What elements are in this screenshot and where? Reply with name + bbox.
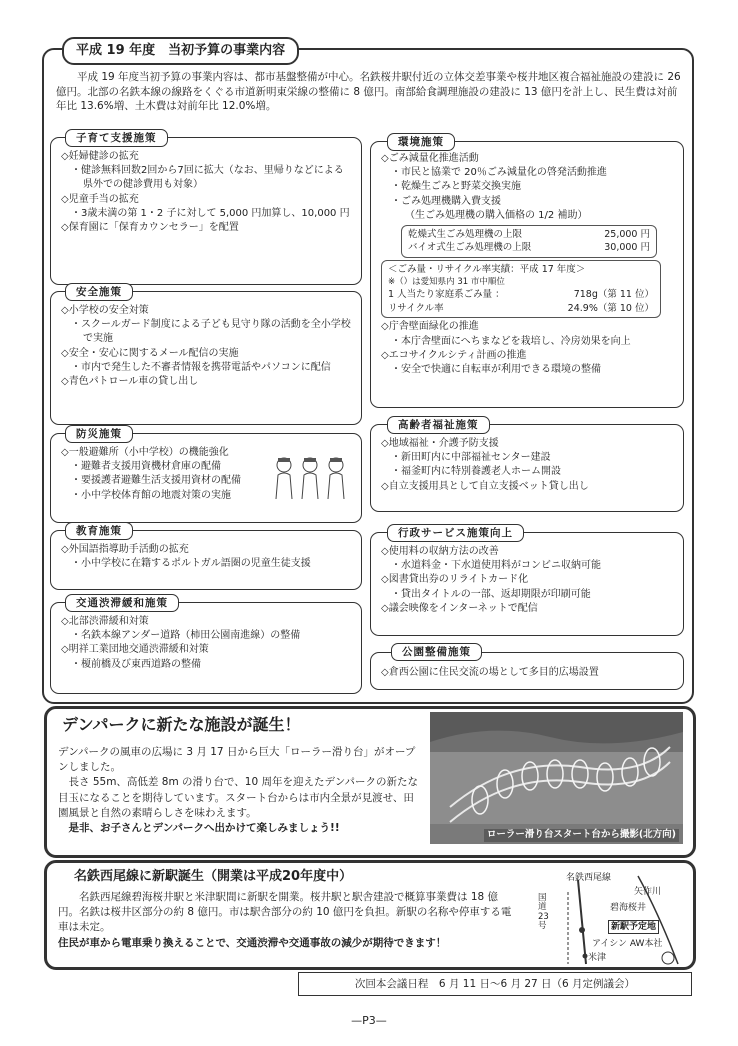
section-kouen xyxy=(370,646,684,690)
section-kosodate xyxy=(50,132,362,285)
section-kyouiku xyxy=(50,525,362,590)
policy-detail: ・小中学校に在籍するポルトガル語圏の児童生徒支援 xyxy=(71,558,311,570)
policy-item: ◇議会映像をインターネットで配信 xyxy=(381,602,538,614)
denpark-paragraph: デンパークの風車の広場に 3 月 17 日から巨大「ローラー滑り台」がオープンしました。 xyxy=(58,746,416,774)
roller-slide-image xyxy=(430,712,683,844)
section-title-kyouiku: 教育施策 xyxy=(65,522,133,540)
policy-detail: ・乾燥生ごみと野菜交換実施 xyxy=(391,181,521,193)
policy-detail: ・避難者支援用資機材倉庫の配備 xyxy=(71,461,221,473)
policy-item: ◇外国語指導助手活動の拡充 xyxy=(61,544,189,555)
denpark-paragraph: 長さ 55m、高低差 8m の滑り台で、10 周年を迎えたデンパークの新たな目玉になることを期待しています。スタート台からは市内全景が見渡せ、田園風景と自然の素晴らしさを味わえます。 xyxy=(58,776,419,819)
policy-item: ◇一般避難所（小中学校）の機能強化 xyxy=(61,447,229,458)
section-title-koureisha: 高齢者福祉施策 xyxy=(387,416,490,434)
policy-detail: ・榎前橋及び東西道路の整備 xyxy=(71,658,201,670)
photo-caption: ローラー滑り台スタート台から撮影(北方向) xyxy=(484,829,679,842)
meitetsu-body xyxy=(58,890,518,951)
section-kankyo xyxy=(370,136,684,408)
policy-detail: ・貸出タイトルの一部、返却期限が印刷可能 xyxy=(391,588,591,600)
section-koutsu xyxy=(50,597,362,694)
subsidy-box xyxy=(401,225,657,258)
policy-item: ◇児童手当の拡充 xyxy=(61,193,139,205)
subsidy-row: バイオ式生ごみ処理機の上限 30,000 円 xyxy=(408,242,650,254)
section-koureisha xyxy=(370,419,684,512)
policy-detail: ・3歳未満の第 1・2 子に対して 5,000 円加算し、10,000 円 xyxy=(71,207,350,219)
policy-item: ◇明祥工業団地交通渋滞緩和対策 xyxy=(61,644,209,656)
page-number: —P3— xyxy=(351,1014,387,1027)
policy-detail: ・小中学校体育館の地震対策の実施 xyxy=(71,489,231,501)
section-title-kouen: 公園整備施策 xyxy=(391,643,482,661)
policy-item: ◇エコサイクルシティ計画の推進 xyxy=(381,349,527,361)
policy-item: ◇妊婦健診の拡充 xyxy=(61,151,139,162)
policy-detail: ・市内で発生した不審者情報を携帯電話やパソコンに配信 xyxy=(71,361,331,373)
section-title-anzen: 安全施策 xyxy=(65,283,133,301)
denpark-body xyxy=(58,745,423,836)
budget-intro xyxy=(56,70,686,114)
section-body-kankyo xyxy=(381,152,675,377)
policy-item: ◇北部渋滞緩和対策 xyxy=(61,616,149,627)
policy-item: ◇青色パトロール車の貸し出し xyxy=(61,375,199,387)
section-title-bousai: 防災施策 xyxy=(65,425,133,443)
section-body-gyousei xyxy=(381,545,675,616)
station-map xyxy=(538,872,686,968)
policy-item: ◇安全・安心に関するメール配信の実施 xyxy=(61,347,239,359)
map-label: 新駅予定地 xyxy=(608,920,659,934)
section-body-kouen xyxy=(381,666,675,680)
section-body-anzen xyxy=(61,304,353,389)
budget-intro-text: 平成 19 年度当初予算の事業内容は、都市基盤整備が中心。名鉄桜井駅付近の立体交差事業や桜井地区複合福祉施設の建設に 26 億円。北部の名鉄本線の線路をくぐる市道新明東栄線の整備に 8 億円。南部給食調理施設の建設に 13 億円を計上し、民生費は対前年比 13.6%増、土木費は対前年比 12.0%増。 xyxy=(56,71,681,113)
map-label: 米津 xyxy=(588,953,607,963)
section-body-koureisha xyxy=(381,437,675,494)
policy-detail: ・本庁舎壁面にへちまなどを栽培し、冷房効果を向上 xyxy=(391,335,631,347)
section-title-gyousei: 行政サービス施策向上 xyxy=(387,524,524,542)
policy-detail: ・新田町内に中部福祉センター建設 xyxy=(391,452,551,464)
policy-item: ◇ごみ減量化推進活動 xyxy=(381,153,479,164)
policy-detail: ・スクールガード制度による子ども見守り隊の活動を全小学校で実施 xyxy=(71,319,351,345)
policy-detail: ・健診無料回数2回から7回に拡大（なお、里帰りなどによる県外での健診費用も対象） xyxy=(71,165,344,191)
policy-item: ◇倉西公園に住民交流の場として多目的広場設置 xyxy=(381,667,599,678)
stats-box xyxy=(381,260,661,319)
policy-item: ◇庁舎壁面緑化の推進 xyxy=(381,321,479,333)
section-title-kankyo: 環境施策 xyxy=(387,133,455,151)
meitetsu-paragraph: 名鉄西尾線碧海桜井駅と米津駅間に新駅を開業。桜井駅と駅舎建設で概算事業費は 18 億円。名鉄は桜井区部分の約 8 億円。市は駅舎部分の約 10 億円を負担。新駅の名称や停車する電車は未定。 xyxy=(58,891,512,934)
policy-detail: ・水道料金・下水道使用料がコンビニ収納可能 xyxy=(391,560,601,572)
policy-item: ◇保育園に「保育カウンセラー」を配置 xyxy=(61,221,239,233)
stats-row: 1 人当たり家庭系ごみ量 ： 718g（第 11 位） xyxy=(388,289,654,301)
denpark-title: デンパークに新たな施設が誕生！ xyxy=(62,715,301,734)
policy-item: ◇使用料の収納方法の改善 xyxy=(381,546,499,557)
map-label: 矢作川 xyxy=(634,887,662,897)
section-title-koutsu: 交通渋滞緩和施策 xyxy=(65,594,179,612)
policy-item: ◇地域福祉・介護予防支援 xyxy=(381,438,499,449)
section-gyousei xyxy=(370,527,684,636)
map-road-label: 国道23号 xyxy=(538,893,549,932)
map-label: 碧海桜井 xyxy=(610,903,647,913)
policy-detail: ・市民と協業で 20％ごみ減量化の啓発活動推進 xyxy=(391,167,607,179)
policy-item: ◇自立支援用具として自立支援ベット貸し出し xyxy=(381,480,589,492)
policy-item: ◇小学校の安全対策 xyxy=(61,305,149,316)
policy-item: ◇図書貸出券のリライトカード化 xyxy=(381,574,529,586)
stats-note: ※（）は愛知県内 31 市中順位 xyxy=(388,277,505,288)
section-anzen xyxy=(50,286,362,425)
section-body-kyouiku xyxy=(61,543,353,571)
stats-row: リサイクル率 24.9%（第 10 位） xyxy=(388,302,654,314)
meitetsu-title: 名鉄西尾線に新駅誕生（開業は平成20年度中） xyxy=(74,869,353,884)
map-line-label: 名鉄西尾線 xyxy=(566,873,612,883)
subsidy-row: 乾燥式生ごみ処理機の上限 25,000 円 xyxy=(408,228,650,240)
policy-detail: （生ごみ処理機の購入価格の 1/2 補助） xyxy=(405,209,588,221)
meitetsu-paragraph: 住民が車から電車乗り換えることで、交通渋滞や交通事故の減少が期待できます！ xyxy=(58,936,447,949)
next-session-schedule: 次回本会議日程 6 月 11 日～6 月 27 日（6 月定例議会） xyxy=(298,972,692,996)
policy-detail: ・安全で快適に自転車が利用できる環境の整備 xyxy=(391,363,601,375)
policy-detail: ・福釜町内に特別養護老人ホーム開設 xyxy=(391,466,561,478)
denpark-paragraph: 是非、お子さんとデンパークへ出かけて楽しみましょう!! xyxy=(58,822,340,835)
policy-detail: ・名鉄本線アンダー道路（柿田公園南進線）の整備 xyxy=(71,630,301,642)
section-title-kosodate: 子育て支援施策 xyxy=(65,129,168,147)
budget-title: 平成 19 年度 当初予算の事業内容 xyxy=(62,37,299,65)
map-label: アイシン AW本社 xyxy=(592,939,663,949)
stats-title: ＜ごみ量・リサイクル率実績：平成 17 年度＞ xyxy=(388,263,586,275)
children-illustration xyxy=(270,455,350,499)
slide-photo xyxy=(430,712,683,844)
section-body-koutsu xyxy=(61,615,353,672)
policy-detail: ・ごみ処理機購入費支援 xyxy=(391,195,501,207)
section-body-kosodate xyxy=(61,150,353,235)
policy-detail: ・要援護者避難生活支援用資材の配備 xyxy=(71,475,241,487)
